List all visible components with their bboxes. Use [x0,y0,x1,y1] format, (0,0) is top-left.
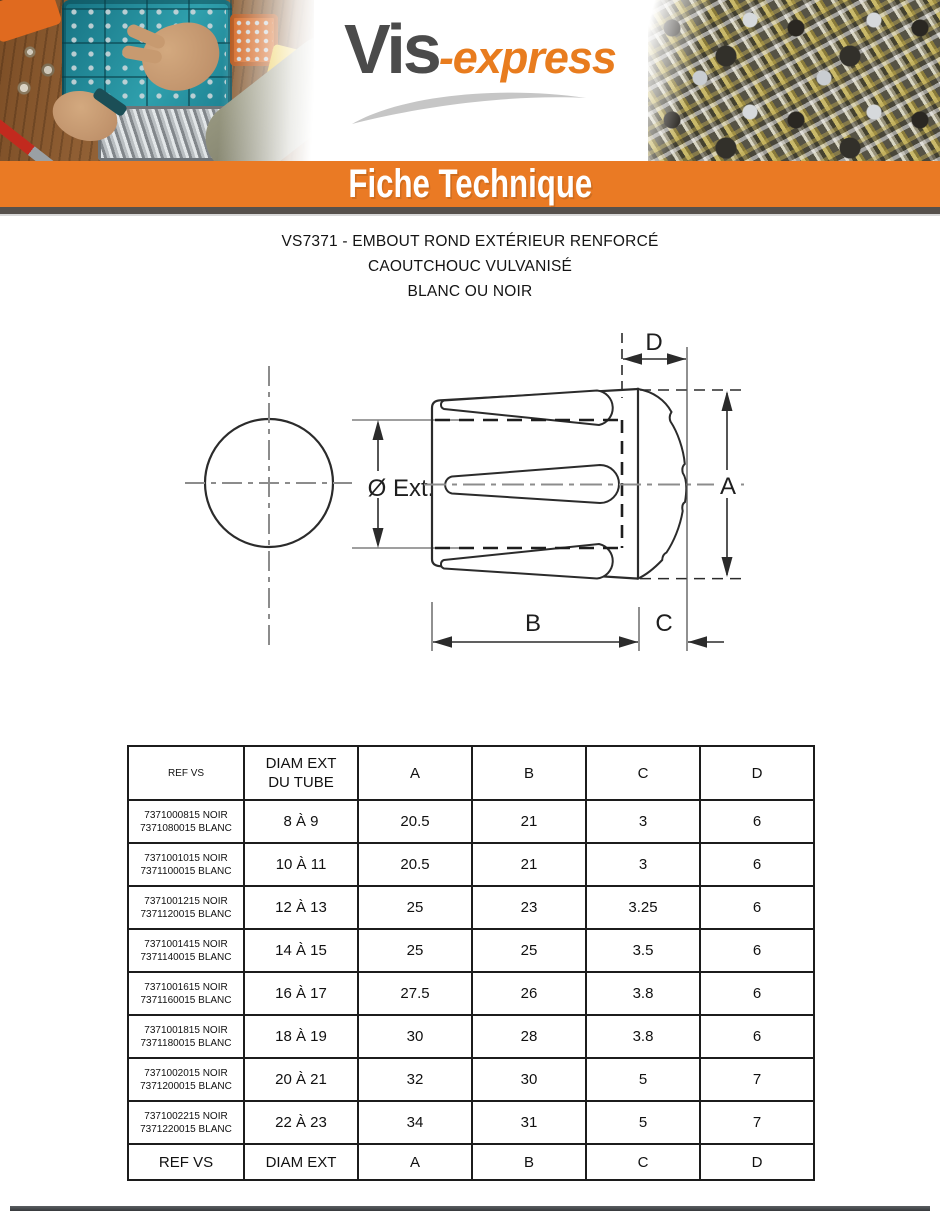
vis-express-logo [344,10,624,134]
ref-blanc: 7371100015 BLANC [140,865,232,877]
cell-b: 31 [472,1101,586,1144]
dim-b-label: B [524,610,542,637]
cell-c: 3.8 [586,972,700,1015]
cell-d: 6 [700,972,814,1015]
ref-blanc: 7371080015 BLANC [140,822,232,834]
footer-diam: DIAM EXT [244,1144,358,1180]
footer-a: A [358,1144,472,1180]
photo-fade [648,0,940,161]
dim-c-label: C [655,610,673,637]
table-row [128,843,814,886]
cell-b: 30 [472,1058,586,1101]
cell-ref [128,886,244,929]
ref-blanc: 7371220015 BLANC [140,1123,232,1135]
cell-ref [128,1015,244,1058]
cell-a: 34 [358,1101,472,1144]
photo-fade [0,0,314,161]
banner-title: Fiche Technique [348,161,592,206]
table-row [128,1058,814,1101]
cell-ref [128,800,244,843]
cell-diam: 18 À 19 [244,1015,358,1058]
header-c: C [586,746,700,800]
header-diam-line1: DIAM EXT [265,755,337,772]
ref-noir: 7371001815 NOIR [144,1024,228,1036]
cell-c: 3 [586,800,700,843]
cell-diam: 8 À 9 [244,800,358,843]
ref-noir: 7371001015 NOIR [144,852,228,864]
product-title [0,229,940,304]
header-ref: REF VS [128,746,244,800]
cell-d: 6 [700,843,814,886]
table-row [128,800,814,843]
dimension-c [655,610,724,648]
cell-diam: 12 À 13 [244,886,358,929]
cell-a: 25 [358,886,472,929]
cell-c: 3.8 [586,1015,700,1058]
table-footer-row [128,1144,814,1180]
cell-d: 6 [700,1015,814,1058]
cell-b: 21 [472,843,586,886]
bottom-rule [10,1206,930,1211]
cell-a: 25 [358,929,472,972]
cell-d: 6 [700,800,814,843]
diameter-label: Ø Ext. [367,475,435,502]
table-row [128,886,814,929]
table-row [128,972,814,1015]
screws-pile-photo [648,0,940,161]
dimension-d [622,329,687,651]
table-row [128,929,814,972]
ref-noir: 7371002015 NOIR [144,1067,228,1079]
header-diam [244,746,358,800]
logo-text-express: -express [438,32,616,83]
cell-d: 6 [700,929,814,972]
banner-divider [0,207,940,216]
cell-b: 25 [472,929,586,972]
footer-d: D [700,1144,814,1180]
table-header-row [128,746,814,800]
product-title-line1: VS7371 - EMBOUT ROND EXTÉRIEUR RENFORCÉ [281,233,659,250]
logo-swoosh [346,86,596,128]
cell-d: 6 [700,886,814,929]
side-view-body [424,388,744,580]
table-body [128,746,814,1180]
dim-a-label: A [719,473,737,500]
cell-ref [128,972,244,1015]
header-d: D [700,746,814,800]
ref-blanc: 7371120015 BLANC [140,908,232,920]
cell-diam: 22 À 23 [244,1101,358,1144]
cell-d: 7 [700,1058,814,1101]
cell-b: 26 [472,972,586,1015]
cell-c: 3.25 [586,886,700,929]
cell-diam: 10 À 11 [244,843,358,886]
logo-text-vis: Vis [344,10,439,88]
cell-c: 3 [586,843,700,886]
table-row [128,1101,814,1144]
cell-ref [128,843,244,886]
banner [0,161,940,207]
cell-a: 30 [358,1015,472,1058]
dimensions-table [127,745,815,1181]
cell-ref [128,929,244,972]
technical-drawing [140,325,770,705]
ref-blanc: 7371180015 BLANC [140,1037,232,1049]
cell-b: 28 [472,1015,586,1058]
cell-c: 5 [586,1101,700,1144]
ref-noir: 7371001215 NOIR [144,895,228,907]
dimension-a [640,390,744,579]
ref-noir: 7371000815 NOIR [144,809,228,821]
dim-d-label: D [645,329,663,356]
product-title-line2: CAOUTCHOUC VULVANISÉ [367,258,573,275]
header-b: B [472,746,586,800]
cell-diam: 16 À 17 [244,972,358,1015]
cell-a: 27.5 [358,972,472,1015]
ref-noir: 7371001615 NOIR [144,981,228,993]
cell-c: 3.5 [586,929,700,972]
ref-noir: 7371002215 NOIR [144,1110,228,1122]
footer-b: B [472,1144,586,1180]
footer-c: C [586,1144,700,1180]
footer-ref: REF VS [128,1144,244,1180]
cell-diam: 14 À 15 [244,929,358,972]
cell-ref [128,1058,244,1101]
cell-a: 20.5 [358,800,472,843]
ref-blanc: 7371160015 BLANC [140,994,232,1006]
product-title-line3: BLANC OU NOIR [407,283,533,300]
cell-a: 20.5 [358,843,472,886]
cell-diam: 20 À 21 [244,1058,358,1101]
header-a: A [358,746,472,800]
cell-b: 23 [472,886,586,929]
ref-noir: 7371001415 NOIR [144,938,228,950]
cell-c: 5 [586,1058,700,1101]
table-row [128,1015,814,1058]
header-diam-line2: DU TUBE [268,774,334,791]
ref-blanc: 7371200015 BLANC [140,1080,232,1092]
cell-a: 32 [358,1058,472,1101]
cell-b: 21 [472,800,586,843]
cell-ref [128,1101,244,1144]
dimension-b [432,602,639,651]
ref-blanc: 7371140015 BLANC [140,951,232,963]
cell-d: 7 [700,1101,814,1144]
workbench-photo [0,0,314,161]
